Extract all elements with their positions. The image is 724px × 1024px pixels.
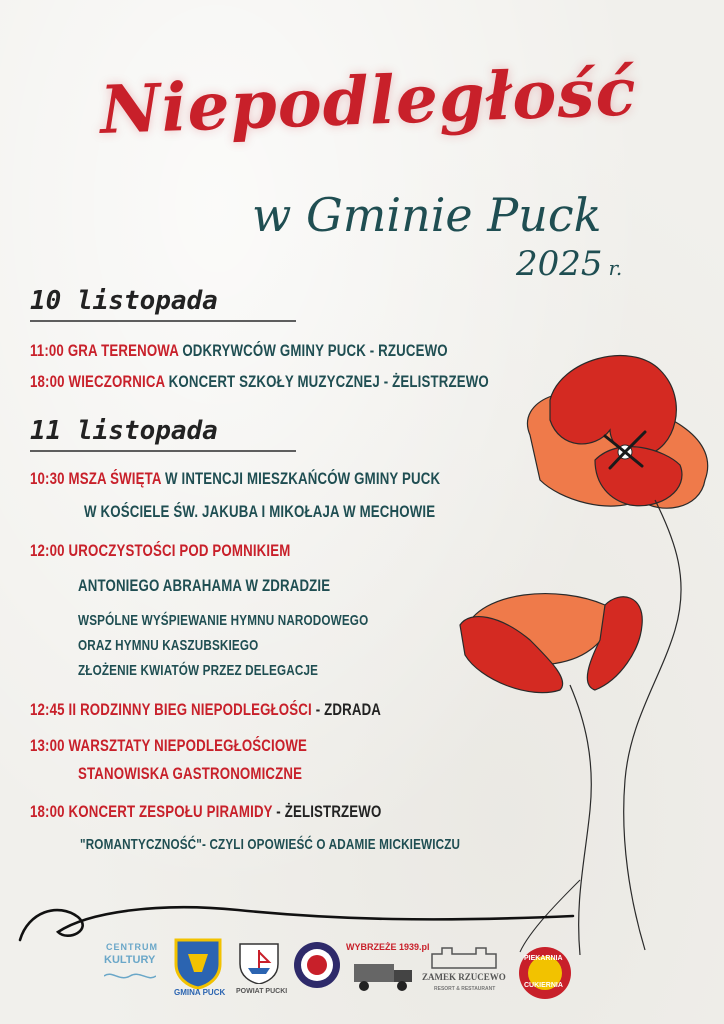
event-name: UROCZYSTOŚCI POD POMNIKIEM bbox=[68, 541, 291, 560]
year-number: 2025 bbox=[516, 244, 603, 284]
poster-subtitle: w Gminie Puck bbox=[252, 188, 602, 242]
event-row bbox=[30, 802, 381, 822]
piekarnia-cukiernia-logo bbox=[514, 944, 576, 1002]
castle-icon bbox=[422, 944, 506, 970]
event-name: MSZA ŚWIĘTA bbox=[68, 469, 162, 488]
logo-text: ZAMEK RZUCEWO bbox=[422, 972, 506, 982]
event-name: GRA TERENOWA bbox=[67, 341, 179, 360]
event-desc: - ZDRADA bbox=[315, 700, 382, 719]
crest-icon bbox=[172, 936, 224, 990]
event-name-continued: STANOWISKA GASTRONOMICZNE bbox=[78, 764, 303, 783]
powiat-pucki-logo bbox=[236, 940, 288, 1002]
event-time: 12:45 bbox=[30, 700, 65, 719]
wybrzeze-1939-logo bbox=[346, 942, 428, 998]
event-note: WSPÓLNE WYŚPIEWANIE HYMNU NARODOWEGO bbox=[78, 612, 369, 629]
ship-icon bbox=[236, 940, 282, 984]
event-desc: W INTENCJI MIESZKAŃCÓW GMINY PUCK bbox=[164, 469, 441, 488]
event-name: KONCERT ZESPOŁU PIRAMIDY bbox=[68, 802, 273, 821]
wave-icon bbox=[104, 970, 156, 982]
day-divider bbox=[30, 320, 296, 322]
truck-icon bbox=[352, 956, 416, 992]
poppy-stem bbox=[624, 500, 681, 950]
event-desc-continued: W KOŚCIELE ŚW. JAKUBA I MIKOŁAJA W MECHOWIE bbox=[84, 502, 436, 521]
event-desc: - ŻELISTRZEWO bbox=[276, 802, 382, 821]
bakery-emblem-icon bbox=[514, 944, 576, 1002]
event-time: 11:00 bbox=[30, 341, 64, 360]
event-time: 18:00 bbox=[30, 372, 65, 391]
year-suffix: r. bbox=[608, 256, 623, 280]
event-desc: KONCERT SZKOŁY MUZYCZNEJ - ŻELISTRZEWO bbox=[168, 372, 489, 391]
event-desc-continued: ANTONIEGO ABRAHAMA W ZDRADZIE bbox=[78, 576, 331, 595]
logo-text: GMINA PUCK bbox=[174, 988, 226, 997]
centrum-kultury-logo bbox=[100, 940, 160, 1000]
event-time: 12:00 bbox=[30, 541, 65, 560]
logo-text: POWIAT PUCKI bbox=[236, 988, 288, 995]
poster-title: Niepodległość bbox=[98, 52, 638, 150]
gmina-puck-crest-logo bbox=[172, 936, 224, 1002]
logo-text: WYBRZEŻE 1939.pl bbox=[346, 942, 430, 952]
logo-text: CENTRUM bbox=[106, 942, 158, 952]
day-divider bbox=[30, 450, 296, 452]
poster-year bbox=[516, 244, 622, 284]
school-anniversary-logo bbox=[292, 940, 342, 990]
day-heading-10-nov: 10 listopada bbox=[30, 286, 218, 316]
event-note: "ROMANTYCZNOŚĆ"- CZYLI OPOWIEŚĆ O ADAMIE MICKIEWICZU bbox=[80, 836, 461, 853]
event-time: 10:30 bbox=[30, 469, 65, 488]
event-row bbox=[30, 541, 290, 561]
event-name: II RODZINNY BIEG NIEPODLEGŁOŚCI bbox=[68, 700, 312, 719]
poppy-illustration bbox=[420, 340, 724, 960]
zamek-rzucewo-logo bbox=[422, 944, 506, 1002]
event-name: WIECZORNICA bbox=[68, 372, 165, 391]
event-time: 18:00 bbox=[30, 802, 65, 821]
round-emblem-icon bbox=[292, 940, 342, 990]
event-row bbox=[30, 469, 440, 489]
logo-text: RESORT & RESTAURANT bbox=[434, 986, 496, 992]
event-note: ORAZ HYMNU KASZUBSKIEGO bbox=[78, 637, 259, 654]
logo-text: PIEKARNIA bbox=[524, 955, 563, 962]
event-note: ZŁOŻENIE KWIATÓW PRZEZ DELEGACJE bbox=[78, 662, 319, 679]
event-row bbox=[30, 736, 307, 756]
day-heading-11-nov: 11 listopada bbox=[30, 416, 218, 446]
logo-text: CUKIERNIA bbox=[524, 982, 563, 989]
logo-text: KULTURY bbox=[104, 954, 156, 966]
event-desc: ODKRYWCÓW GMINY PUCK - RZUCEWO bbox=[182, 341, 448, 360]
sponsor-logos bbox=[100, 936, 580, 1008]
event-row bbox=[30, 341, 448, 361]
event-name: WARSZTATY NIEPODLEGŁOŚCIOWE bbox=[68, 736, 308, 755]
event-row bbox=[30, 700, 381, 720]
event-time: 13:00 bbox=[30, 736, 65, 755]
